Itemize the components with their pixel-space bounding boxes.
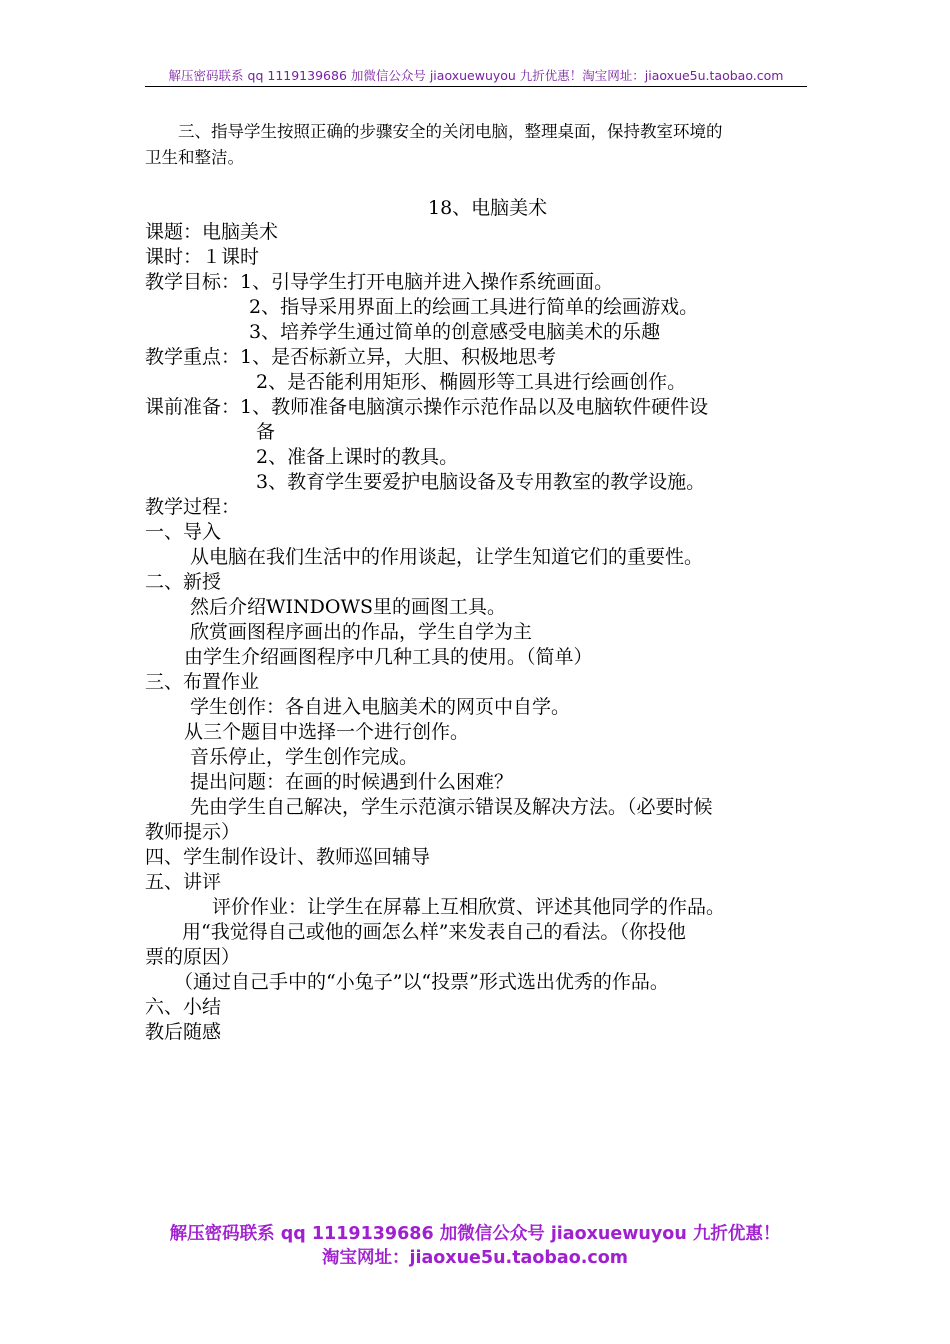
lesson-subject: 课题：电脑美术 — [145, 221, 279, 243]
process-line: 音乐停止，学生创作完成。 — [190, 746, 419, 768]
process-line: 评价作业：让学生在屏幕上互相欣赏、评述其他同学的作品。 — [212, 896, 726, 918]
process-line: 从电脑在我们生活中的作用谈起，让学生知道它们的重要性。 — [190, 546, 704, 568]
process-line: 由学生介绍画图程序中几种工具的使用。（简单） — [184, 646, 593, 668]
process-section-1: 一、导入 — [145, 521, 222, 543]
process-section-4: 四、学生制作设计、教师巡回辅导 — [145, 846, 431, 868]
prep-line-1: 课前准备：1、教师准备电脑演示操作示范作品以及电脑软件硬件设 — [145, 396, 709, 418]
prep-line-3: 3、教育学生要爱护电脑设备及专用教室的教学设施。 — [256, 471, 706, 493]
process-line: 提出问题：在画的时候遇到什么困难？ — [190, 771, 514, 793]
process-line: 先由学生自己解决，学生示范演示错误及解决方法。（必要时候 — [190, 796, 713, 818]
lesson-hours: 课时：１课时 — [145, 246, 260, 268]
process-line: 从三个题目中选择一个进行创作。 — [184, 721, 470, 743]
process-line: 票的原因） — [145, 946, 241, 968]
page-header: 解压密码联系 qq 1119139686 加微信公众号 jiaoxuewuyou 九折优惠！淘宝网址：jiaoxue5u.taobao.com — [168, 68, 784, 83]
key-point-1: 教学重点：1、是否标新立异，大胆、积极地思考 — [145, 346, 557, 368]
process-section-3: 三、布置作业 — [145, 671, 260, 693]
intro-line-2: 卫生和整洁。 — [145, 148, 244, 167]
after-class-notes: 教后随感 — [145, 1021, 222, 1043]
process-line: 欣赏画图程序画出的作品，学生自学为主 — [190, 621, 533, 643]
process-line: 用“我觉得自己或他的画怎么样”来发表自己的看法。（你投他 — [182, 921, 686, 943]
process-heading: 教学过程： — [145, 496, 241, 518]
process-section-5: 五、讲评 — [145, 871, 222, 893]
process-line: 教师提示） — [145, 821, 241, 843]
goal-line-3: 3、培养学生通过简单的创意感受电脑美术的乐趣 — [249, 321, 661, 343]
goal-line-2: 2、指导采用界面上的绘画工具进行简单的绘画游戏。 — [249, 296, 699, 318]
footer-line-2: 淘宝网址：jiaoxue5u.taobao.com — [321, 1248, 629, 1268]
key-point-2: 2、是否能利用矩形、椭圆形等工具进行绘画创作。 — [256, 371, 687, 393]
goal-line-1: 教学目标：1、引导学生打开电脑并进入操作系统画面。 — [145, 271, 614, 293]
lesson-title: 18、电脑美术 — [428, 197, 548, 219]
intro-line-1: 三、指导学生按照正确的步骤安全的关闭电脑，整理桌面，保持教室环境的 — [178, 122, 723, 141]
process-line: 然后介绍WINDOWS里的画图工具。 — [190, 596, 507, 618]
process-line: （通过自己手中的“小兔子”以“投票”形式选出优秀的作品。 — [174, 971, 669, 993]
process-section-2: 二、新授 — [145, 571, 222, 593]
header-divider — [145, 86, 807, 87]
prep-line-2: 2、准备上课时的教具。 — [256, 446, 459, 468]
process-line: 学生创作：各自进入电脑美术的网页中自学。 — [190, 696, 571, 718]
prep-line-1-cont: 备 — [256, 421, 276, 443]
footer-line-1: 解压密码联系 qq 1119139686 加微信公众号 jiaoxuewuyou 九折优惠！ — [169, 1224, 781, 1244]
process-section-6: 六、小结 — [145, 996, 222, 1018]
